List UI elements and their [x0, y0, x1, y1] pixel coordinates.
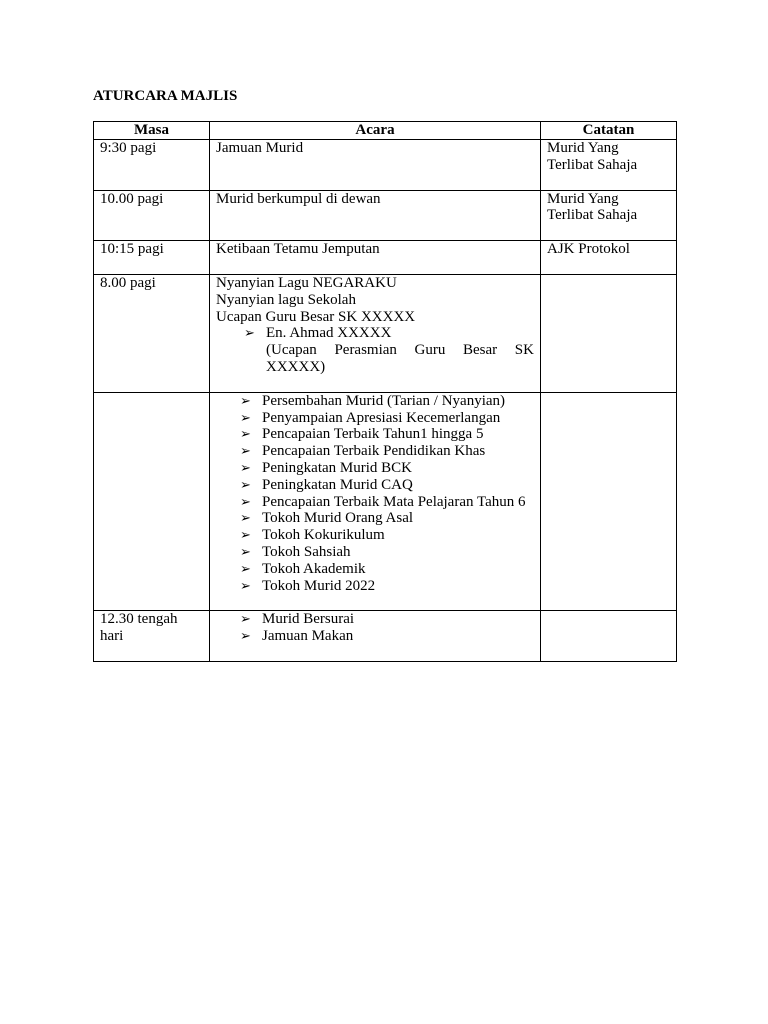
list-item: [216, 410, 534, 427]
list-item: [216, 426, 534, 443]
list-item-label: Tokoh Akademik: [262, 560, 366, 577]
catatan-line: Terlibat Sahaja: [547, 156, 638, 173]
catatan-line: AJK Protokol: [547, 241, 630, 258]
page-title: ATURCARA MAJLIS: [93, 88, 238, 104]
arrowhead-bullet-icon: ➢: [240, 560, 251, 576]
arrowhead-bullet-icon: ➢: [240, 476, 251, 492]
arrowhead-bullet-icon: ➢: [240, 443, 251, 459]
header-acara: Acara: [210, 122, 541, 140]
arrowhead-bullet-icon: ➢: [240, 543, 251, 559]
table-row: [94, 190, 677, 241]
cell-acara: [210, 274, 541, 392]
arrowhead-bullet-icon: ➢: [240, 409, 251, 425]
list-item-label: Jamuan Makan: [262, 628, 354, 645]
table-row: [94, 611, 677, 662]
arrowhead-bullet-icon: ➢: [240, 577, 251, 593]
cell-acara: Ketibaan Tetamu Jemputan: [210, 241, 541, 275]
list-item: [216, 527, 534, 544]
list-item-label: Peningkatan Murid CAQ: [262, 476, 413, 493]
list-item-label: En. Ahmad XXXXX: [266, 325, 392, 342]
cell-catatan: [541, 392, 677, 611]
catatan-line: Terlibat Sahaja: [547, 207, 638, 224]
list-item: [216, 561, 534, 578]
list-item-label: Pencapaian Terbaik Mata Pelajaran Tahun 6: [262, 493, 526, 510]
catatan-line: Murid Yang: [547, 140, 619, 156]
cell-masa: 8.00 pagi: [94, 274, 210, 392]
arrowhead-bullet-icon: ➢: [240, 510, 251, 526]
table-header-row: [94, 122, 677, 140]
cell-masa: 10.00 pagi: [94, 190, 210, 241]
arrowhead-bullet-icon: ➢: [240, 527, 251, 543]
list-item: [216, 544, 534, 561]
list-item-label: Murid Bersurai: [262, 611, 355, 628]
arrowhead-bullet-icon: ➢: [240, 459, 251, 475]
closing-list: [216, 611, 534, 645]
cell-catatan: [541, 140, 677, 191]
list-item: [216, 494, 534, 511]
list-item-label: Tokoh Murid Orang Asal: [262, 510, 414, 527]
list-item: [216, 628, 534, 645]
list-item: [216, 325, 534, 342]
cell-masa: 12.30 tengah hari: [94, 611, 210, 662]
header-catatan: Catatan: [541, 122, 677, 140]
list-item-label: Tokoh Kokurikulum: [262, 527, 385, 544]
table-row: [94, 140, 677, 191]
cell-acara: [210, 611, 541, 662]
cell-masa: 10:15 pagi: [94, 241, 210, 275]
arrowhead-bullet-icon: ➢: [240, 426, 251, 442]
cell-catatan: [541, 274, 677, 392]
cell-masa: 9:30 pagi: [94, 140, 210, 191]
catatan-line: Murid Yang: [547, 190, 619, 207]
table-row: [94, 274, 677, 392]
arrowhead-bullet-icon: ➢: [240, 493, 251, 509]
cell-catatan: [541, 611, 677, 662]
list-item-label: Pencapaian Terbaik Pendidikan Khas: [262, 443, 486, 460]
list-item-label: Peningkatan Murid BCK: [262, 459, 412, 476]
table-row: [94, 241, 677, 275]
acara-line: Ucapan Guru Besar SK XXXXX: [216, 308, 416, 325]
arrowhead-bullet-icon: ➢: [240, 392, 251, 408]
cell-catatan: [541, 190, 677, 241]
list-item-label: Tokoh Sahsiah: [262, 543, 351, 560]
acara-line: Nyanyian Lagu NEGARAKU: [216, 274, 397, 291]
cell-acara: [210, 392, 541, 611]
list-item: [216, 611, 534, 628]
cell-acara: Jamuan Murid: [210, 140, 541, 191]
arrowhead-bullet-icon: ➢: [240, 611, 251, 627]
cell-masa: [94, 392, 210, 611]
list-item-label: Tokoh Murid 2022: [262, 577, 376, 594]
cell-catatan: [541, 241, 677, 275]
list-item-label: Pencapaian Terbaik Tahun1 hingga 5: [262, 426, 484, 443]
list-item-label: Penyampaian Apresiasi Kecemerlangan: [262, 409, 501, 426]
list-item: [216, 477, 534, 494]
list-item-label: Persembahan Murid (Tarian / Nyanyian): [262, 392, 506, 409]
list-item: [216, 393, 534, 410]
table-row: [94, 392, 677, 611]
cell-acara: Murid berkumpul di dewan: [210, 190, 541, 241]
list-item: [216, 460, 534, 477]
list-item: [216, 578, 534, 595]
award-list: [216, 393, 534, 595]
acara-line: Nyanyian lagu Sekolah: [216, 291, 356, 308]
header-masa: Masa: [94, 122, 210, 140]
list-item: [216, 443, 534, 460]
agenda-table: [93, 121, 677, 662]
arrowhead-bullet-icon: ➢: [244, 325, 255, 341]
arrowhead-bullet-icon: ➢: [240, 628, 251, 644]
list-item: [216, 510, 534, 527]
acara-note: (Ucapan Perasmian Guru Besar SK XXXXX): [266, 342, 534, 375]
